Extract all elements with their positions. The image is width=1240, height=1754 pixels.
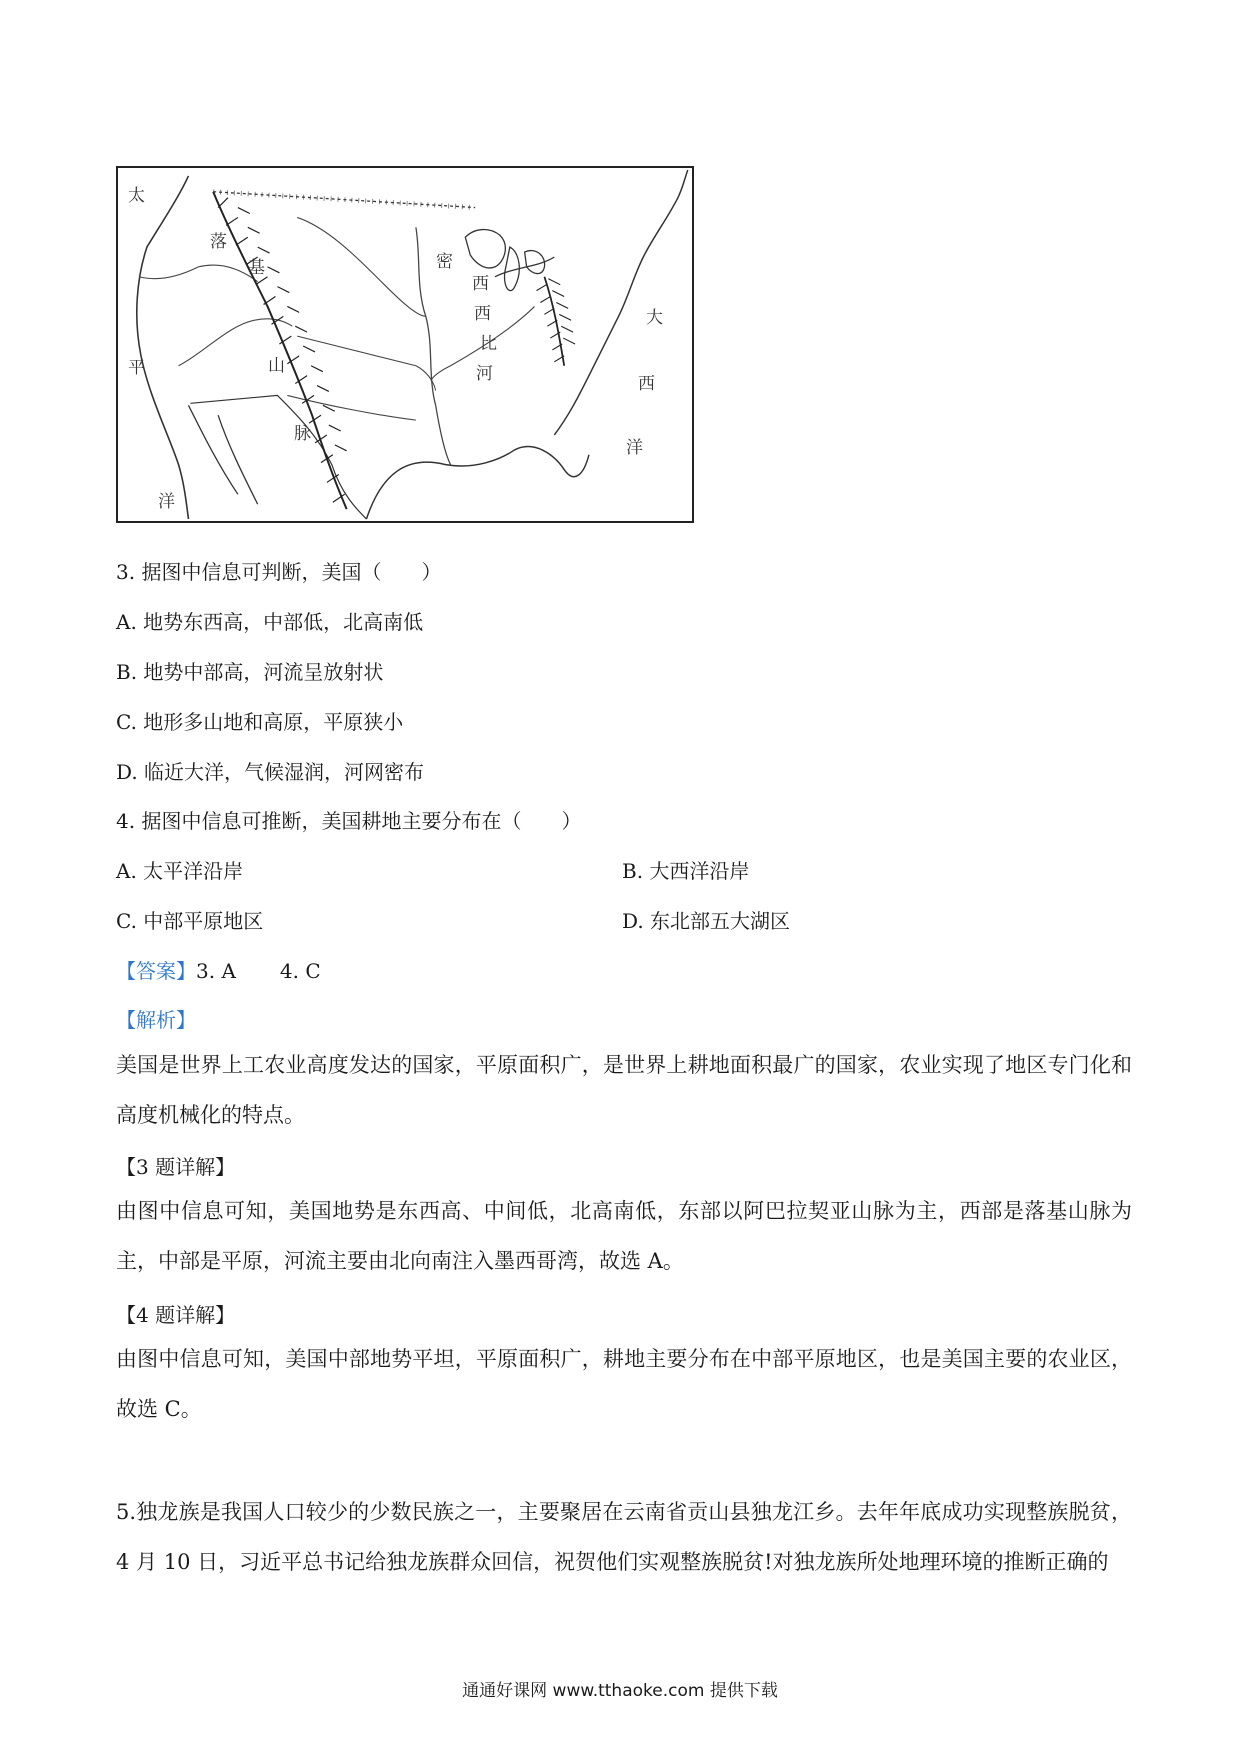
map-label-tai: 太 [128,186,145,206]
question-4-stem: 4. 据图中信息可推断，美国耕地主要分布在（ ） [116,809,582,833]
answer-q4: 4. C [279,959,321,983]
question-3-option-d: D. 临近大洋，气候湿润，河网密布 [116,760,425,784]
analysis-tag: 【解析】 [116,1008,196,1032]
question-4-option-b: B. 大西洋沿岸 [622,859,750,883]
map-label-yang-east: 洋 [626,438,643,458]
analysis-text: 美国是世界上工农业高度发达的国家，平原面积广，是世界上耕地面积最广的国家，农业实现了地区专门化和高度机械化的特点。 [116,1053,1132,1127]
map-drawing [118,168,692,521]
detail-3-tag: 【3 题详解】 [116,1155,236,1179]
map-label-xi-east: 西 [638,374,655,394]
map-label-ping: 平 [128,358,145,378]
question-4-option-c: C. 中部平原地区 [116,909,264,933]
detail-3-text: 由图中信息可知，美国地势是东西高、中间低，北高南低，东部以阿巴拉契亚山脉为主，西部是落基山脉为主，中部是平原，河流主要由北向南注入墨西哥湾，故选 A。 [116,1199,1132,1273]
question-4-option-d: D. 东北部五大湖区 [622,909,791,933]
question-5-text: 5.独龙族是我国人口较少的少数民族之一，主要聚居在云南省贡山县独龙江乡。去年年底成功实现整族脱贫，4 月 10 日，习近平总书记给独龙族群众回信，祝贺他们实观整族脱贫!对独龙族所处地理环境的推断正确的 [116,1500,1132,1574]
detail-4-text: 由图中信息可知，美国中部地势平坦，平原面积广，耕地主要分布在中部平原地区，也是美国主要的农业区，故选 C。 [116,1347,1132,1421]
question-4-option-a: A. 太平洋沿岸 [116,859,244,883]
question-3-option-c: C. 地形多山地和高原，平原狭小 [116,710,404,734]
answer-q3: 3. A [196,959,236,983]
map-label-yang-west: 洋 [158,492,175,512]
map-label-mai: 脉 [294,424,311,444]
question-3-option-b: B. 地势中部高，河流呈放射状 [116,660,384,684]
question-3-stem: 3. 据图中信息可判断，美国（ ） [116,560,442,584]
map-label-mi: 密 [436,252,453,272]
us-terrain-map [116,166,694,523]
map-label-ji: 基 [248,258,265,278]
map-label-bi: 比 [480,334,497,354]
question-3-option-a: A. 地势东西高，中部低，北高南低 [116,610,424,634]
map-label-shan: 山 [268,356,285,376]
answer-tag: 【答案】 [116,959,196,983]
answer-line [116,961,321,981]
map-label-xi1: 西 [472,274,489,294]
map-label-luo: 落 [210,232,227,252]
page-footer: 通通好课网 www.tthaoke.com 提供下载 [462,1681,778,1701]
map-label-he: 河 [476,364,493,384]
detail-4-tag: 【4 题详解】 [116,1303,236,1327]
map-label-xi2: 西 [474,304,491,324]
map-label-da: 大 [646,308,663,328]
